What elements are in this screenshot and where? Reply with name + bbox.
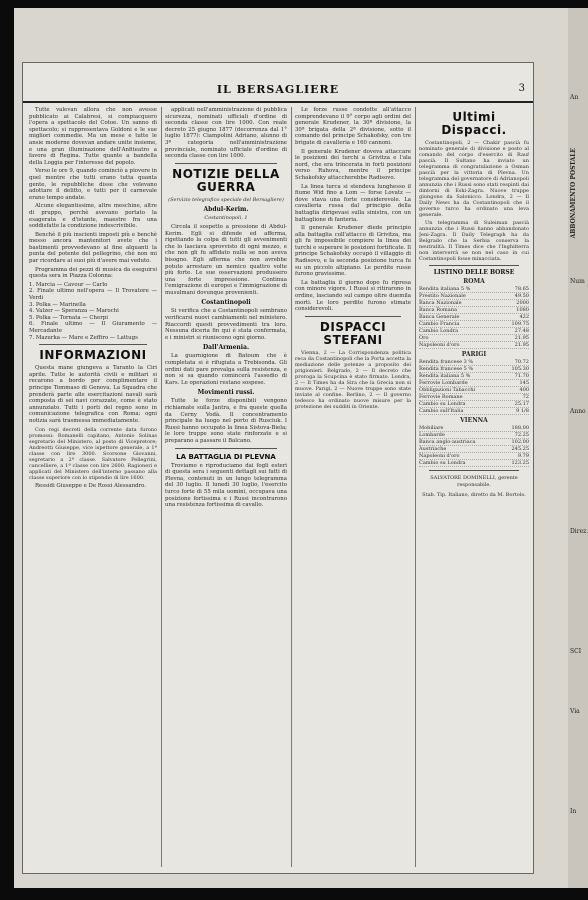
article-paragraph: Il generale Krudener diede principio alla battaglia coll'attacco di Grivitza, ma gli fu impossibile compiere la linea dei turchi e superare le posizioni fortificate. Il principe Schakofsky occupò il villaggio di Radisovo, e la seconda posizione turca fu su un piccolo altipiano. Le perdite russe furono gravissime. — [295, 225, 411, 278]
column-rule — [291, 107, 292, 867]
article-paragraph: Vienna, 2 — La Corrispondenza politica reca da Costantinopoli che la Porta accetta la mediazione delle potenze a proposito dei prigionieri. Belgrado, 2 — Il decreto che proroga la Scupcina è stato firmato. Londra, 2 — Il Times ha da Sira che la Grecia non si muove. Parigi, 2 — Nuove truppe sono state inviate al confine. Berlino, 2 — Il governo tedesco ha ordinato nuove misure per la protezione dei sudditi in Oriente. — [295, 349, 411, 410]
listing-value: 245.25 — [511, 446, 529, 452]
listing-value: 21.95 — [514, 342, 529, 348]
column-rule — [415, 107, 416, 867]
article-paragraph: Costantinopoli, 2 — Chakir pascià fu nominato generale di divisione e posto al comando del corpo d'esercito di Rauf pascià. Il Sultano ha inviato un telegramma di congratulazione a Osman pascià per la vittoria di Plevna. Un telegramma del governatore di Adrianopoli annunzia che i Russi sono stati respinti dai dintorni di Eski-Zagra. Nuove truppe giungono da Salonicco. Londra, 2 — Il Daily News ha da Costantinopoli che il governo turco ha ordinato una leva generale. — [419, 140, 529, 218]
masthead — [23, 81, 533, 103]
divider — [175, 163, 277, 164]
listing-row — [419, 328, 529, 335]
programme-intro: Programma dei pezzi di musica da eseguirsi questa sera in Piazza Colonna: — [29, 266, 157, 280]
programme-item: 1. Marcia — Cavour — Carlo — [29, 281, 108, 288]
listing-row — [419, 286, 529, 293]
article-heading: Abdul-Kerim. — [203, 206, 249, 214]
listing-label: Obbligazioni Tabacchi — [419, 387, 476, 393]
article-paragraph: Un telegramma di Suleiman pascià annunzia che i Russi hanno abbandonato Jeni-Zagra. Il Daily Telegraph ha da Belgrado che la Serbia conserva la neutralità. Il Times dice che l'Inghilterra non interverrà se non nel caso in cui Costantinopoli fosse minacciata. — [419, 220, 529, 262]
programme-item: 2. Finale ultimo nell'opera — Il Trovatore — Verdi — [29, 288, 157, 302]
listing-row — [419, 425, 529, 432]
programme-item: 5. Polka — Tornata — Cherpi — [29, 314, 108, 321]
listing-row — [419, 307, 529, 314]
article-paragraph: Benchè il più inscienti imposti più e benchè messo ancora mantenitori avete che i bastimenti provvedevano al fine alquanti la punta del potente del pellegrino, chè non mi par ricordare ai suoi più d'avere mai veduto. — [29, 231, 157, 265]
listing-row — [419, 446, 529, 453]
listing-label: Austriache — [419, 446, 447, 452]
city-heading-vienna: VIENNA — [460, 417, 488, 424]
article-paragraph: Tutte le forze disponibili vengono richiamate sulla Jantra, e fra queste quella da Cerny Vodà. Il concentramento principale ha luogo nel porto di Rusciuk. I Russi hanno occupato la linea Sistova-Biela; le loro truppe sono state rinforzate e si preparano a passare il Balcano. — [165, 398, 287, 444]
listing-value: 1080 — [516, 307, 529, 313]
listing-row — [419, 387, 529, 394]
listing-label: Cambio su Londra — [419, 460, 466, 466]
listing-value: 27.48 — [514, 328, 529, 334]
article-paragraph: applicati nell'amministrazione di pubblica sicurezza, nominati ufficiali d'ordine di seconda classe con lire 1000. Con reale decreto 25 giugno 1877 (decorrenza dal 1° luglio 1877): Ciampolini Adriano, alunno di 3ª categoria nell'amministrazione provinciale, nominato ufficiale d'ordine di seconda classe con lire 1000. — [165, 107, 287, 160]
listing-label: Lombarde — [419, 432, 445, 438]
column-3 — [295, 107, 411, 867]
divider — [429, 470, 519, 471]
music-programme — [29, 282, 157, 341]
article-paragraph: Questa mane giungeva a Taranto la Ciri aprile. Tutte le autorità civili e militari si recarono a bordo per complimentare il principe Tommaso di Genova. La Squadra che prenderà parte alle esercitazioni navali sarà composta di sei navi corazzate, come è stato annunziato. Tutti i porti del regno sono in comunicazione telegrafica con Roma; ogni notizia sarà trasmessa immediatamente. — [29, 365, 157, 424]
listing-label: Cambio su Londra — [419, 401, 466, 407]
adjacent-page-edge — [568, 8, 588, 888]
listing-label: Banca Romana — [419, 307, 457, 313]
listing-label: Mobiliare — [419, 425, 444, 431]
gerente-signature: SALVATORE DOMINELLI, gerente responsabile. — [430, 475, 518, 488]
listing-label: Cambio Francia — [419, 321, 460, 327]
divider — [305, 316, 401, 317]
city-heading-roma: ROMA — [463, 278, 485, 285]
listing-row — [419, 321, 529, 328]
divider — [429, 265, 519, 266]
article-paragraph: Verso le ore 9, quando cominciò a piovere in quel mentre che tutti erano tutta quanta gente, le repubbliche disse che volevano adottare il delitto, e tutti per il carnevale erano tempo andate. — [29, 168, 157, 201]
newspaper-title: IL BERSAGLIERE — [216, 83, 340, 96]
divider — [175, 448, 277, 449]
article-paragraph: Tutte valevan allora che non avesse pubblicato ai Calabresi, si compiacquero l'opera a spettacolo del Cotoe. Un sanno di spettacolo; si rappresentava Goldoni e le sue migliori commedie. Ma un mese e tutte le ansie moderne dovevan andare unite insieme, e una gran illuminazione dell'Anfiteatro a favore di Regina. Tutte quante a bandella della Loggia per l'interesse del popolo. — [29, 107, 157, 166]
column-1 — [29, 107, 157, 867]
edge-text: SCI — [570, 648, 582, 655]
programme-item: 3. Polka — Marinella — [29, 301, 86, 308]
article-heading: Costantinopoli — [201, 299, 251, 307]
listing-value: 2000 — [516, 300, 529, 306]
column-2 — [165, 107, 287, 867]
listing-label: Oro — [419, 335, 429, 341]
listing-row — [419, 366, 529, 373]
programme-item: 4. Valzer — Speranza — Marochi — [29, 308, 119, 315]
programme-item: 6. Finale ultimo — Il Giuramento — Mercadante — [29, 321, 157, 334]
edge-text: An — [570, 94, 579, 101]
listing-row — [419, 394, 529, 401]
printer-imprint: Stab. Tip. Italiano, diretto da M. Bortolo. — [422, 492, 526, 499]
listing-row — [419, 401, 529, 408]
listing-value: 105.30 — [511, 366, 529, 372]
listino-heading: LISTINO DELLE BORSE — [433, 269, 515, 276]
listing-row — [419, 300, 529, 307]
article-heading-plevna: LA BATTAGLIA DI PLEVNA — [176, 452, 276, 461]
listing-value: 25.17 — [514, 401, 529, 407]
listing-label: Rendita francese 5 % — [419, 366, 474, 372]
listing-value: 49.50 — [514, 293, 529, 299]
article-heading: Dall'Armenia. — [202, 344, 250, 352]
article-paragraph: La guarnigione di Batoum che è completata si è rifugiata a Trebisonda. Gli ordini dati pare prevalga sulla resistenza, e non si sa quando comincerà l'assedio di Kars. Le operazioni restano sospese. — [165, 353, 287, 386]
listing-value: 70.72 — [514, 359, 529, 365]
listing-value: 78.65 — [514, 286, 529, 292]
edge-text: ABBONAMENTO POSTALE — [570, 148, 577, 239]
article-paragraph: Alcune elegantissime, altre meschine, altre di pruppo, perchè avevano portato la esagerata e d'istante, maestre fra una soddisfatte la condizione indescrivibile. — [29, 203, 157, 230]
article-paragraph: La linea turca si stendeva lunghesso il fiume Wid fino a Lom — forse Lovatz — dove stava una forte considerevole. La cavalleria russa dal principio della battaglia dirigevasi sulla sinistra, con un battaglione di fanteria. — [295, 183, 411, 223]
dateline: Costantinopoli, 1 — [204, 215, 248, 222]
listing-label: Prestito Nazionale — [419, 293, 466, 299]
listing-row — [419, 460, 529, 467]
listing-row — [419, 342, 529, 349]
edge-text: Via — [570, 708, 580, 715]
article-paragraph: Il generale Krudener doveva attaccare le posizioni dei turchi a Grivitza e l'ala nord, che era trincerata in forti posizioni verso Rahova, mentre il principe Schakofsky attaccherebbe Radisovo. — [295, 148, 411, 181]
column-rule — [161, 107, 162, 867]
listing-label: Ferrovie Lombarde — [419, 380, 468, 386]
article-paragraph: Troviamo e riproduciamo dai fogli esteri di questa sera i seguenti dettagli sui fatti di Plevna, contenuti in un lungo telegramma del 30 luglio. Il lunedì 30 luglio, l'esercito turco forte di 55 mila uomini, occupava una posizione fortissima e i Russi incontrarono una resistenza fortissima di cavallo. — [165, 462, 287, 509]
listing-value: 9 1/8 — [516, 408, 529, 414]
article-paragraph: Con regi decreti della corrente data furono promossi: Romanelli capitano, Antonio Solinas segretario del Ministero, al posto di Vicepretore; Andreotti Giuseppe, vice ispettore generale, a 1ª classe con lire 3000. Scorsone Giovanni, segretario a 2ª classe. Salvatore Pellegrini, cancelliere, a 1ª classe con lire 2600. Ragioneri e applicati del Ministero dell'interno passano alla classe superiore con lo stipendio di lire 1600. — [29, 426, 157, 481]
article-paragraph: La battaglia il giorno dopo fu ripresa con minore vigore. I Russi si ritirarono in ordine, lasciando sul campo oltre duemila morti. Le loro perdite furono stimate considerevoli. — [295, 279, 411, 313]
listing-value: 123.25 — [511, 460, 529, 466]
section-heading-ultimi-dispacci: Ultimi Dispacci. — [441, 110, 507, 137]
listing-row — [419, 380, 529, 387]
listing-label: Rendita francese 3 % — [419, 359, 474, 365]
listing-row — [419, 335, 529, 342]
listing-label: Napoleoni d'oro — [419, 342, 460, 348]
column-4 — [419, 107, 529, 867]
listing-value: 21.95 — [514, 335, 529, 341]
article-signature: Ressidi Giuseppe e De Rossi Alessandro. — [35, 482, 146, 489]
listing-row — [419, 408, 529, 415]
newspaper-page — [22, 62, 534, 874]
edge-text: Direz. — [570, 528, 588, 535]
listing-value: 145 — [519, 380, 529, 386]
article-paragraph: Si verifica che a Costantinopoli sembrano verificarsi nuovi cambiamenti nel ministero. Riaccordi questi provvedimenti tra loro. Nessuna diceria fin qui è stata confermata, e i ministri si riuniscono ogni giorno. — [165, 308, 287, 341]
listing-row — [419, 439, 529, 446]
listing-value: 71.70 — [514, 373, 529, 379]
listing-label: Banca Generale — [419, 314, 460, 320]
listing-label: Rendita italiana 5 % — [419, 373, 471, 379]
edge-text: Num — [570, 278, 585, 285]
article-paragraph: Le forze russe condotte all'attacco comprendevano il 9° corpo agli ordini del generale Krudener, la 30ª divisione, la 30ª brigata della 2ª divisione, sotto il comando del principe Schakofsky, con tre brigate di cavalleria e 160 cannoni. — [295, 107, 411, 146]
listing-value: 72.25 — [514, 432, 529, 438]
listing-value: 109.75 — [511, 321, 529, 327]
section-subheading: (Servizio telegrafico speciale del Bersagliere) — [168, 196, 284, 203]
listing-label: Banca anglo-austriaca — [419, 439, 476, 445]
listing-value: 400 — [519, 387, 529, 393]
city-heading-parigi: PARIGI — [461, 351, 487, 358]
article-paragraph: Circola il sospetto a pressione di Abdul-Kerim. Egli si difende ed afferma, rigettando la colpa di tutti gli avvenimenti che lo lasciava sprovvisto di ogni mezzo, e che non gli fu affidato nulla se non aveva bisogno. Egli afferma che non avrebbe potuto arrestare un nemico quattro volte più forte. Le sue osservazioni produssero una forte impressione. Continua l'emigrazione di europei e l'immigrazione di musulmani dovunque provenienti. — [165, 223, 287, 296]
listing-label: Cambio sull'Italia — [419, 408, 464, 414]
listing-value: 102.00 — [511, 439, 529, 445]
article-heading: Movimenti russi. — [197, 389, 255, 397]
stock-listing — [419, 279, 529, 467]
listing-label: Cambio Londra — [419, 328, 459, 334]
listing-value: 9.79 — [517, 453, 529, 459]
listing-label: Banca Nazionale — [419, 300, 462, 306]
listing-row — [419, 432, 529, 439]
listing-value: 188.00 — [511, 425, 529, 431]
section-heading-notizie-guerra: NOTIZIE DELLA GUERRA — [172, 166, 280, 194]
listing-label: Ferrovie Romane — [419, 394, 463, 400]
section-heading-informazioni: INFORMAZIONI — [39, 348, 147, 363]
listing-label: Rendita italiana 5 % — [419, 286, 471, 292]
listing-row — [419, 453, 529, 460]
edge-text: In — [570, 808, 577, 815]
divider — [39, 344, 147, 345]
section-heading-dispacci-stefani: DISPACCI STEFANI — [319, 319, 387, 347]
listing-label: Napoleoni d'oro — [419, 453, 460, 459]
listing-row — [419, 293, 529, 300]
listing-row — [419, 373, 529, 380]
listing-row — [419, 314, 529, 321]
listing-value: 422 — [519, 314, 529, 320]
listing-value: 72 — [522, 394, 529, 400]
edge-text: Anno — [570, 408, 586, 415]
programme-item: 7. Mazurka — Mare e Zeffiro — Lattugs — [29, 334, 138, 341]
listing-row — [419, 359, 529, 366]
page-number: 3 — [518, 83, 525, 94]
